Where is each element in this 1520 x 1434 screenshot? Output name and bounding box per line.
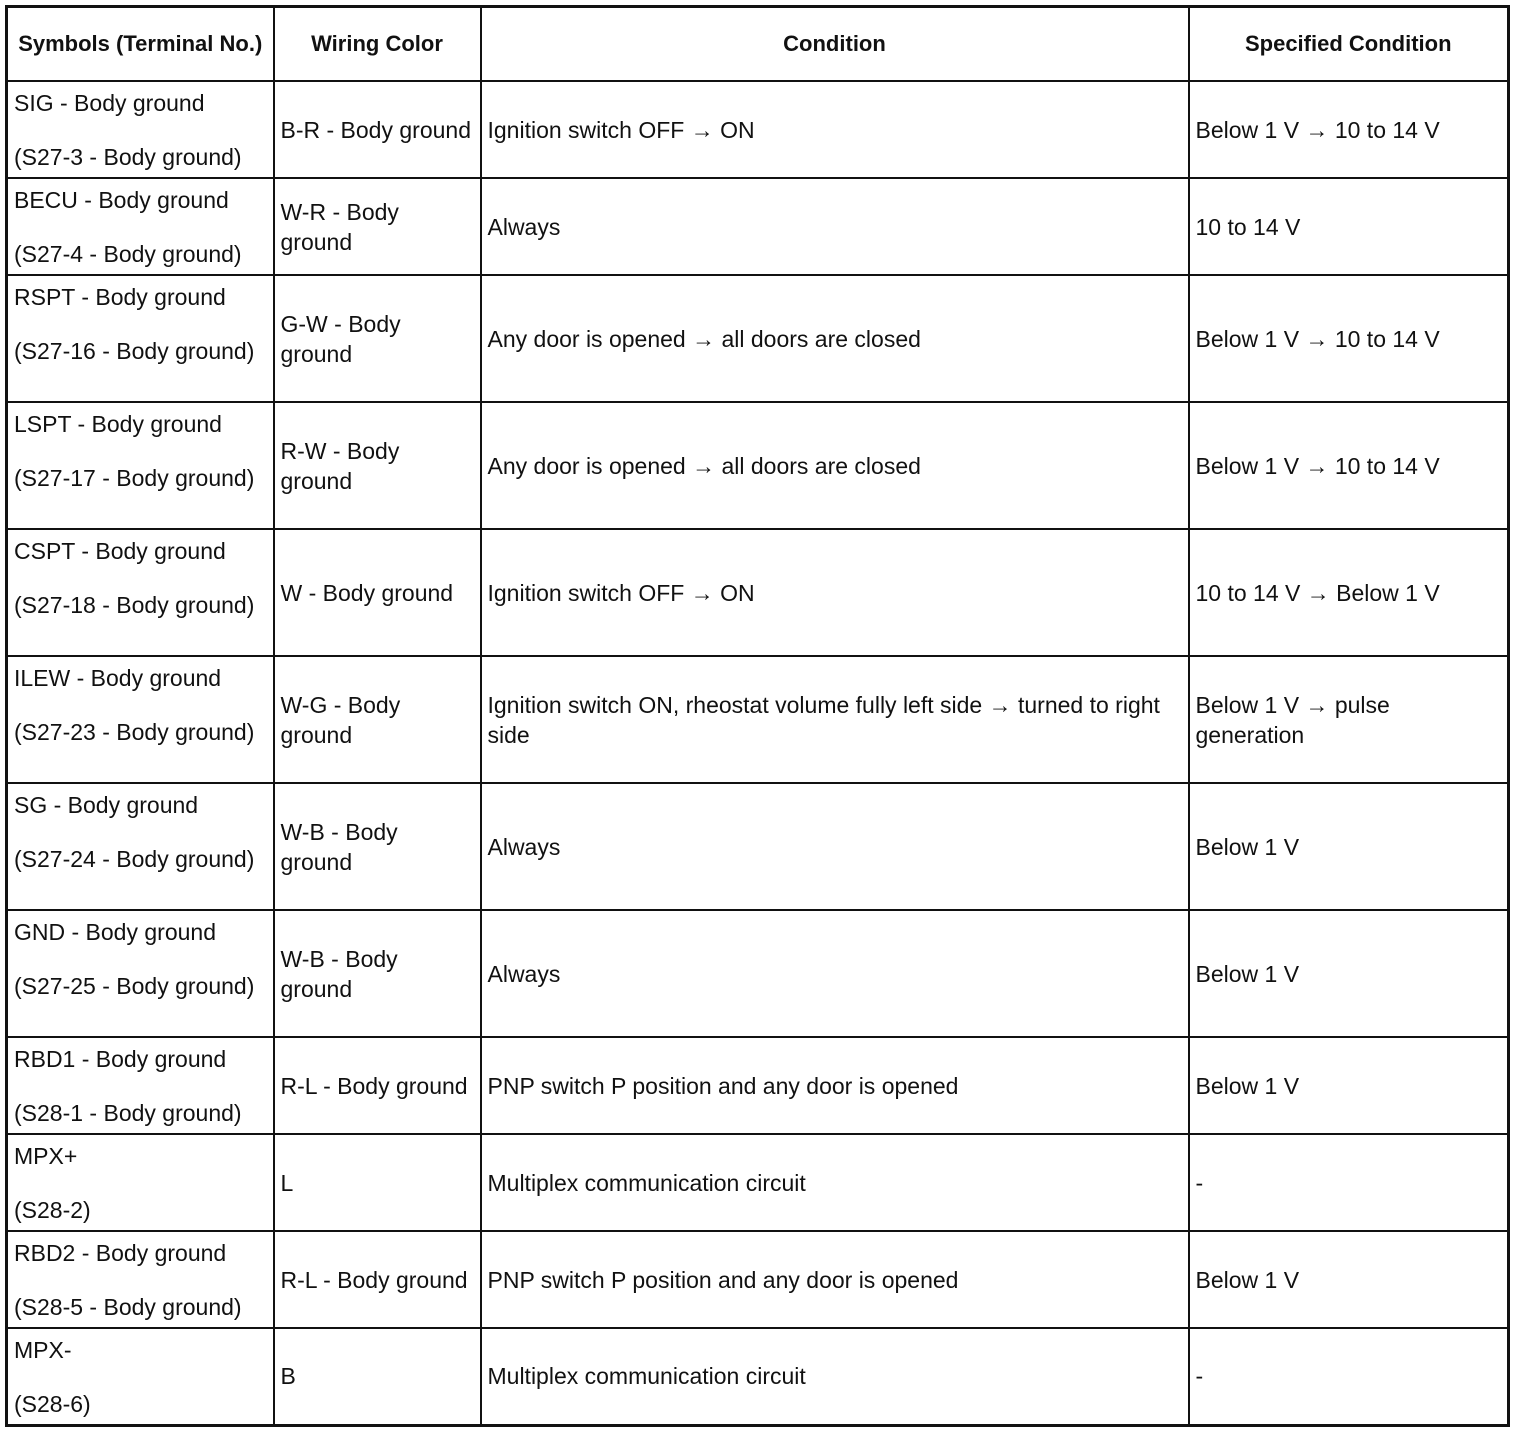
terminal-spec-table xyxy=(5,5,1510,1427)
symbol-gap xyxy=(14,947,267,971)
terminal-label: (S27-17 - Body ground) xyxy=(14,465,255,491)
symbol-label: LSPT - Body ground xyxy=(14,411,222,437)
cell-wiring-color: B-R - Body ground xyxy=(274,81,481,178)
header-condition: Condition xyxy=(481,7,1189,82)
table-row xyxy=(7,1037,1509,1134)
cell-symbol-terminal xyxy=(7,81,274,178)
table-row xyxy=(7,178,1509,275)
cell-condition: PNP switch P position and any door is opened xyxy=(481,1037,1189,1134)
symbol-label: SIG - Body ground xyxy=(14,90,205,116)
cell-symbol-terminal xyxy=(7,178,274,275)
header-row xyxy=(7,7,1509,82)
terminal-label: (S27-16 - Body ground) xyxy=(14,338,255,364)
table-row xyxy=(7,275,1509,402)
cell-condition: Always xyxy=(481,910,1189,1037)
cell-symbol-terminal xyxy=(7,656,274,783)
cell-wiring-color: L xyxy=(274,1134,481,1231)
cell-wiring-color: W - Body ground xyxy=(274,529,481,656)
cell-wiring-color: R-W - Body ground xyxy=(274,402,481,529)
cell-specified-condition: - xyxy=(1189,1134,1509,1231)
cell-wiring-color: W-B - Body ground xyxy=(274,783,481,910)
cell-specified-condition: Below 1 V xyxy=(1189,910,1509,1037)
header-specified-condition: Specified Condition xyxy=(1189,7,1509,82)
cell-wiring-color: R-L - Body ground xyxy=(274,1231,481,1328)
terminal-label: (S28-5 - Body ground) xyxy=(14,1294,242,1320)
cell-condition: Ignition switch OFF → ON xyxy=(481,81,1189,178)
symbol-gap xyxy=(14,693,267,717)
cell-specified-condition: Below 1 V xyxy=(1189,1037,1509,1134)
cell-condition: Ignition switch ON, rheostat volume fully left side → turned to right side xyxy=(481,656,1189,783)
symbol-label: RBD1 - Body ground xyxy=(14,1046,227,1072)
symbol-gap xyxy=(14,118,267,142)
terminal-label: (S28-6) xyxy=(14,1391,91,1417)
symbol-label: MPX+ xyxy=(14,1143,78,1169)
cell-condition: Any door is opened → all doors are closed xyxy=(481,275,1189,402)
symbol-label: BECU - Body ground xyxy=(14,187,229,213)
cell-symbol-terminal xyxy=(7,1037,274,1134)
symbol-gap xyxy=(14,312,267,336)
terminal-label: (S28-1 - Body ground) xyxy=(14,1100,242,1126)
table-row xyxy=(7,656,1509,783)
cell-condition: PNP switch P position and any door is opened xyxy=(481,1231,1189,1328)
cell-specified-condition: - xyxy=(1189,1328,1509,1425)
symbol-label: RBD2 - Body ground xyxy=(14,1240,227,1266)
cell-condition: Multiplex communication circuit xyxy=(481,1134,1189,1231)
table-row xyxy=(7,529,1509,656)
symbol-gap xyxy=(14,1365,267,1389)
cell-symbol-terminal xyxy=(7,402,274,529)
cell-wiring-color: W-B - Body ground xyxy=(274,910,481,1037)
terminal-label: (S27-24 - Body ground) xyxy=(14,846,255,872)
cell-symbol-terminal xyxy=(7,783,274,910)
cell-specified-condition: Below 1 V xyxy=(1189,783,1509,910)
cell-specified-condition: Below 1 V → 10 to 14 V xyxy=(1189,275,1509,402)
cell-specified-condition: 10 to 14 V → Below 1 V xyxy=(1189,529,1509,656)
header-symbols: Symbols (Terminal No.) xyxy=(7,7,274,82)
table-row xyxy=(7,81,1509,178)
table-row xyxy=(7,783,1509,910)
symbol-gap xyxy=(14,1074,267,1098)
cell-symbol-terminal xyxy=(7,275,274,402)
symbol-gap xyxy=(14,1268,267,1292)
cell-wiring-color: R-L - Body ground xyxy=(274,1037,481,1134)
terminal-label: (S28-2) xyxy=(14,1197,91,1223)
cell-symbol-terminal xyxy=(7,1134,274,1231)
cell-specified-condition: Below 1 V → 10 to 14 V xyxy=(1189,81,1509,178)
table-row xyxy=(7,1231,1509,1328)
table-row xyxy=(7,402,1509,529)
cell-symbol-terminal xyxy=(7,529,274,656)
cell-condition: Any door is opened → all doors are closed xyxy=(481,402,1189,529)
symbol-label: GND - Body ground xyxy=(14,919,216,945)
cell-wiring-color: G-W - Body ground xyxy=(274,275,481,402)
terminal-label: (S27-4 - Body ground) xyxy=(14,241,242,267)
cell-wiring-color: W-R - Body ground xyxy=(274,178,481,275)
table-row xyxy=(7,910,1509,1037)
cell-condition: Always xyxy=(481,783,1189,910)
symbol-gap xyxy=(14,439,267,463)
terminal-label: (S27-23 - Body ground) xyxy=(14,719,255,745)
symbol-label: RSPT - Body ground xyxy=(14,284,226,310)
symbol-gap xyxy=(14,820,267,844)
symbol-label: ILEW - Body ground xyxy=(14,665,222,691)
cell-specified-condition: Below 1 V → pulse generation xyxy=(1189,656,1509,783)
cell-symbol-terminal xyxy=(7,910,274,1037)
cell-specified-condition: Below 1 V → 10 to 14 V xyxy=(1189,402,1509,529)
header-wiring-color: Wiring Color xyxy=(274,7,481,82)
table-row xyxy=(7,1328,1509,1425)
symbol-label: CSPT - Body ground xyxy=(14,538,226,564)
cell-specified-condition: Below 1 V xyxy=(1189,1231,1509,1328)
cell-condition: Multiplex communication circuit xyxy=(481,1328,1189,1425)
symbol-gap xyxy=(14,1171,267,1195)
table-row xyxy=(7,1134,1509,1231)
cell-condition: Always xyxy=(481,178,1189,275)
terminal-label: (S27-18 - Body ground) xyxy=(14,592,255,618)
table-body xyxy=(7,81,1509,1425)
symbol-label: SG - Body ground xyxy=(14,792,199,818)
cell-symbol-terminal xyxy=(7,1231,274,1328)
terminal-label: (S27-3 - Body ground) xyxy=(14,144,242,170)
cell-condition: Ignition switch OFF → ON xyxy=(481,529,1189,656)
cell-wiring-color: B xyxy=(274,1328,481,1425)
symbol-gap xyxy=(14,215,267,239)
symbol-label: MPX- xyxy=(14,1337,72,1363)
cell-wiring-color: W-G - Body ground xyxy=(274,656,481,783)
terminal-label: (S27-25 - Body ground) xyxy=(14,973,255,999)
symbol-gap xyxy=(14,566,267,590)
cell-specified-condition: 10 to 14 V xyxy=(1189,178,1509,275)
cell-symbol-terminal xyxy=(7,1328,274,1425)
